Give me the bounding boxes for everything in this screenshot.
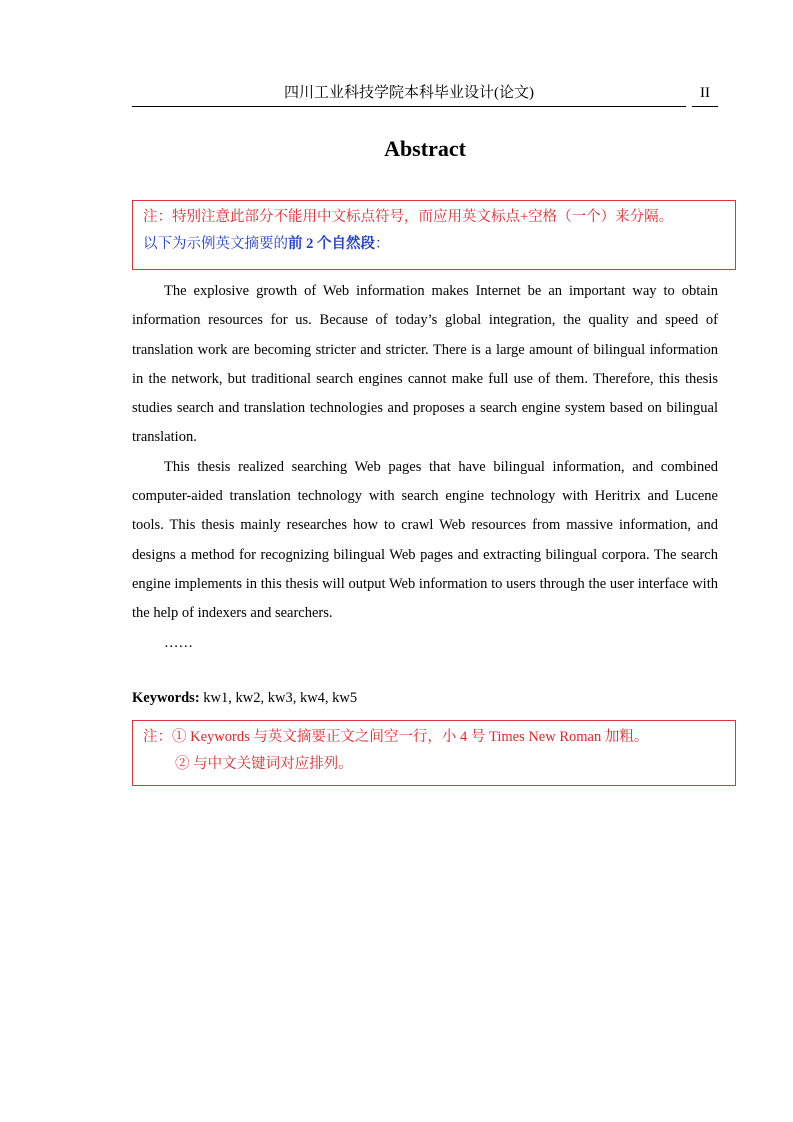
abstract-heading: Abstract (384, 136, 466, 161)
note-text: ： (375, 236, 390, 252)
note-line (143, 231, 725, 258)
note-line: 注：特别注意此部分不能用中文标点符号，而应用英文标点+空格（一个）来分隔。 (143, 209, 674, 225)
keywords-line (132, 686, 718, 710)
note-box-punctuation (132, 200, 736, 270)
note-line: ② 与中文关键词对应排列。 (175, 756, 353, 772)
header-title: 四川工业科技学院本科毕业设计(论文) (132, 82, 686, 107)
note-box-keywords (132, 720, 736, 786)
header-page-number: II (692, 82, 718, 107)
note-text: 以下为示例英文摘要的 (143, 236, 288, 252)
note-bold-text: 前 2 个自然段 (288, 236, 375, 252)
abstract-paragraph: This thesis realized searching Web pages that have bilingual information, and combined computer-aided translation technology with search engine technology with Heritrix and Lucene tools. This thesis mainly researches how to crawl Web resources from massive information, and designs a method for recognizing bilingual Web pages and extracting bilingual corpora. The search engine implements in this thesis will output Web information to users through the user interface with the help of indexers and searchers. (132, 458, 718, 622)
abstract-paragraph: The explosive growth of Web information makes Internet be an important way to obtain information resources for us. Because of today’s global integration, the quality and speed of translation work are becoming stricter and stricter. There is a large amount of bilingual information in the network, but traditional search engines cannot make full use of them. Therefore, this thesis studies search and translation technologies and proposes a search engine system based on bilingual translation. (132, 283, 718, 446)
page-header (132, 82, 718, 108)
keywords-value: kw1, kw2, kw3, kw4, kw5 (199, 690, 358, 706)
ellipsis: …… (164, 634, 193, 651)
note-line: 注：① Keywords 与英文摘要正文之间空一行，小 4 号 Times New Roman 加粗。 (143, 729, 649, 745)
keywords-label: Keywords: (132, 690, 200, 706)
abstract-body (132, 277, 718, 658)
